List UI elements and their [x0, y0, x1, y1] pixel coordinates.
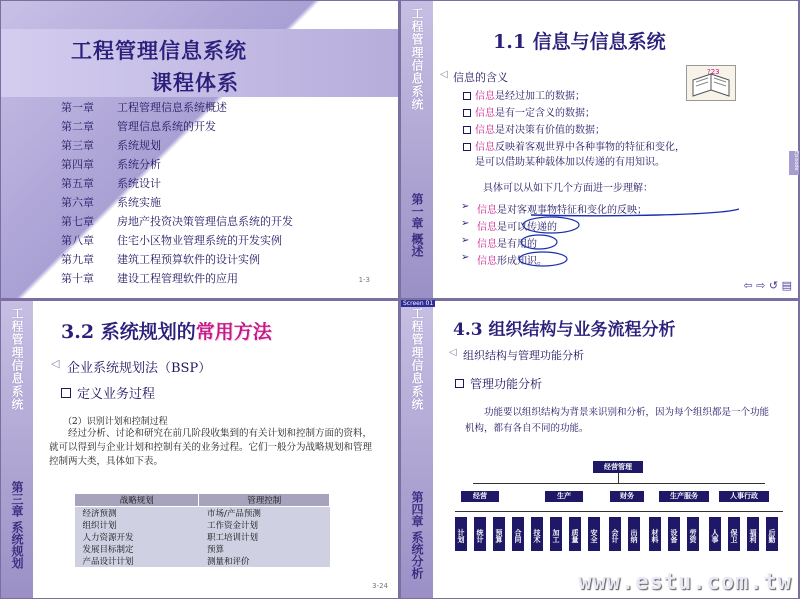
org-leaf: 预算 — [493, 517, 505, 551]
org-leaf: 安全 — [588, 517, 600, 551]
org-leaf: 技术 — [531, 517, 543, 551]
org-leaf: 人事 — [709, 517, 721, 551]
slide-org-structure[interactable] — [401, 301, 798, 598]
handwritten-annotations — [491, 195, 761, 275]
caption: （2）识别计划和控制过程 — [63, 417, 168, 427]
body-paragraph: 功能要以组织结构为背景来识别和分析，因为每个组织都是一个功能机构，都有各自不同的功能。 — [465, 407, 770, 434]
bullet-bsp: ◁ 企业系统规划法（BSP） — [67, 357, 211, 376]
org-leaf: 保卫 — [728, 517, 740, 551]
sidebar-chapter: 第一章 概述 — [410, 193, 424, 258]
org-leaf: 福利 — [747, 517, 759, 551]
lead-text: 具体可以从如下几个方面进一步理解： — [483, 183, 653, 194]
prev-icon[interactable]: ⇦ — [743, 279, 753, 292]
point-item: ➢ 信息是对客观事物特征和变化的反映； — [477, 201, 647, 216]
svg-text:?23: ?23 — [707, 68, 720, 76]
screen-label: Screen 01 — [403, 300, 434, 307]
next-icon[interactable]: ⇨ — [756, 279, 766, 292]
chapter-item: 第二章 管理信息系统的开发 — [61, 120, 216, 133]
table-row: 组织计划 工作资金计划 — [75, 519, 330, 531]
org-leaf: 出纳 — [628, 517, 640, 551]
slide-course-system[interactable] — [1, 1, 398, 298]
org-dept: 生产服务 — [659, 491, 709, 502]
sidebar-chapter: 第三章 系统规划 — [10, 481, 24, 570]
org-leaf: 合同 — [512, 517, 524, 551]
sidebar-course-title: 工程管理信息系统 — [410, 7, 424, 111]
page-number: 1-3 — [358, 276, 370, 284]
page-number: 3-24 — [372, 582, 388, 590]
table-row: 发展目标制定 预算 — [75, 543, 330, 555]
table-row: 产品设计计划 测量和评价 — [75, 555, 330, 567]
site-watermark: www.estu.com.tw — [578, 570, 792, 595]
org-chart — [453, 459, 783, 559]
chapter-item: 第十章 建设工程管理软件的应用 — [61, 272, 238, 285]
episode-tab[interactable]: Episode — [789, 151, 799, 175]
chapter-item: 第九章 建筑工程预算软件的设计实例 — [61, 253, 260, 266]
org-leaf: 会计 — [609, 517, 621, 551]
org-leaf: 材料 — [649, 517, 661, 551]
chapter-list — [61, 99, 293, 289]
subheading-define-process: 定义业务过程 — [61, 383, 155, 402]
meaning-item: 信息反映着客观世界中各种事物的特征和变化， — [475, 142, 685, 154]
org-leaf: 加工 — [550, 517, 562, 551]
nav-controls[interactable] — [743, 279, 792, 292]
slide-system-planning[interactable] — [1, 301, 398, 598]
body-paragraph: 经过分析、讨论和研究在前几阶段收集到的有关计划和控制方面的资料，就可以得到与企业计划和控制有关的业务过程。它们一般分为战略规划和管理控制两大类，具体如下表。 — [49, 428, 373, 467]
chapter-item: 第三章 系统规划 — [61, 139, 161, 152]
chapter-item: 第八章 住宅小区物业管理系统的开发实例 — [61, 234, 282, 247]
chapter-item: 第七章 房地产投资决策管理信息系统的开发 — [61, 215, 293, 228]
table-header: 管理控制 — [199, 494, 330, 507]
book-icon — [686, 65, 736, 101]
meaning-item-cont: 是可以借助某种载体加以传递的有用知识。 — [475, 157, 665, 168]
planning-table — [74, 493, 330, 567]
table-row: 经济预测 市场/产品预测 — [75, 507, 330, 520]
slide4-title: 4.3 组织结构与业务流程分析 — [453, 320, 676, 340]
slide1-title-line2: 课程体系 — [151, 70, 239, 95]
point-item: ➢ 信息形成知识。 — [477, 252, 547, 267]
sidebar — [401, 301, 433, 598]
sidebar — [401, 1, 433, 298]
slide3-title: 3.2 系统规划的常用方法 — [61, 321, 272, 343]
org-dept: 财务 — [610, 491, 644, 502]
bullet-org-structure: ◁ 组织结构与管理功能分析 — [463, 347, 584, 363]
org-leaf: 质量 — [569, 517, 581, 551]
point-item: ➢ 信息是有用的 — [477, 235, 537, 250]
org-dept: 经营 — [461, 491, 499, 502]
point-item: ➢ 信息是可以传递的 — [477, 218, 557, 233]
slide1-title-line1: 工程管理信息系统 — [71, 38, 247, 63]
chapter-item: 第五章 系统设计 — [61, 177, 161, 190]
meaning-item: 信息是经过加工的数据； — [475, 91, 585, 103]
sidebar — [1, 301, 33, 598]
org-leaf: 劳资 — [687, 517, 699, 551]
bullet-info-meaning: ◁ 信息的含义 — [453, 69, 508, 85]
org-dept: 生产 — [545, 491, 583, 502]
meaning-item: 信息是对决策有价值的数据； — [475, 125, 605, 137]
subheading-function-analysis: 管理功能分析 — [455, 375, 542, 392]
sidebar-course-title: 工程管理信息系统 — [410, 307, 424, 411]
table-row: 人力资源开发 职工培训计划 — [75, 531, 330, 543]
return-icon[interactable]: ↺ — [768, 279, 779, 292]
print-icon[interactable]: ▤ — [781, 279, 792, 292]
chapter-item: 第四章 系统分析 — [61, 158, 161, 171]
sidebar-course-title: 工程管理信息系统 — [10, 307, 24, 411]
org-leaf: 统计 — [474, 517, 486, 551]
org-leaf: 计划 — [455, 517, 467, 551]
slide2-title: 1.1 信息与信息系统 — [493, 31, 666, 53]
org-dept: 人事行政 — [719, 491, 769, 502]
chapter-item: 第六章 系统实施 — [61, 196, 161, 209]
meaning-item: 信息是有一定含义的数据； — [475, 108, 595, 120]
slide-information-system[interactable] — [401, 1, 798, 298]
org-leaf: 后勤 — [766, 517, 778, 551]
org-root: 经营管理 — [593, 461, 643, 473]
sidebar-chapter: 第四章 系统分析 — [410, 491, 424, 580]
chapter-item: 第一章 工程管理信息系统概述 — [61, 101, 227, 114]
table-header: 战略规划 — [75, 494, 199, 507]
org-leaf: 设备 — [668, 517, 680, 551]
